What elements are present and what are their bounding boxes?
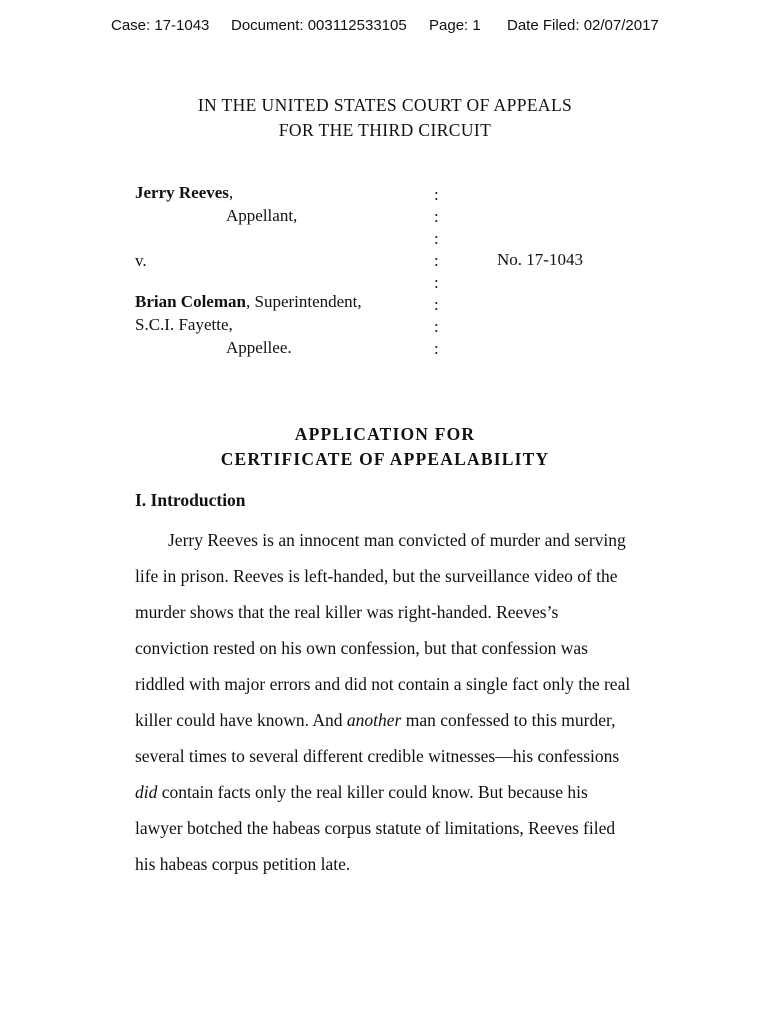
body-line: riddled with major errors and did not contain a single fact only the real — [135, 674, 631, 694]
body-line: his habeas corpus petition late. — [135, 854, 351, 874]
body-text-span: killer could have known. And — [135, 710, 347, 730]
caption-colon: : — [434, 229, 439, 248]
body-line: life in prison. Reeves is left-handed, but the surveillance video of the — [135, 566, 618, 586]
appellee-title: , Superintendent, — [245, 292, 362, 311]
body-line — [135, 782, 588, 803]
body-line: lawyer botched the habeas corpus statute of limitations, Reeves filed — [135, 818, 616, 838]
body-text-span: contain facts only the real killer could know. But because his — [157, 782, 588, 802]
emphasis-another: another — [346, 710, 402, 730]
header-document: Document: 003112533105 — [231, 17, 407, 34]
caption-colon: : — [434, 273, 439, 292]
case-number: No. 17-1043 — [497, 250, 583, 269]
appellee-name: Brian Coleman — [135, 292, 246, 311]
appellant-suffix: , — [228, 183, 234, 202]
header-date-filed: Date Filed: 02/07/2017 — [507, 17, 659, 34]
section-heading: I. Introduction — [135, 490, 246, 510]
caption-colon: : — [434, 295, 439, 314]
caption-colon: : — [434, 185, 439, 204]
caption-colon: : — [434, 207, 439, 226]
court-heading — [0, 93, 770, 143]
appellee-role: Appellee. — [226, 338, 292, 357]
court-line-2: FOR THE THIRD CIRCUIT — [278, 120, 492, 140]
title-line-1: APPLICATION FOR — [294, 424, 476, 444]
body-line: Jerry Reeves is an innocent man convicted of murder and serving — [168, 530, 626, 550]
caption-colon: : — [434, 339, 439, 358]
appellee-facility: S.C.I. Fayette, — [135, 315, 233, 334]
caption-colon: : — [434, 251, 439, 270]
body-line: several times to several different credible witnesses—his confessions — [135, 746, 620, 766]
title-line-2: CERTIFICATE OF APPEALABILITY — [220, 449, 550, 469]
court-line-1: IN THE UNITED STATES COURT OF APPEALS — [197, 95, 573, 115]
versus: v. — [135, 251, 147, 270]
emphasis-did: did — [135, 782, 158, 802]
appellant-name: Jerry Reeves — [135, 183, 229, 202]
appellee-line — [135, 292, 362, 312]
body-line: murder shows that the real killer was right-handed. Reeves’s — [135, 602, 559, 622]
header-case: Case: 17-1043 — [111, 17, 210, 34]
body-line — [135, 710, 615, 731]
header-page: Page: 1 — [429, 17, 481, 34]
body-text-span: man confessed to this murder, — [401, 710, 616, 730]
appellant-line — [135, 183, 233, 203]
document-title — [0, 422, 770, 472]
appellant-role: Appellant, — [226, 206, 298, 225]
body-line: conviction rested on his own confession, but that confession was — [135, 638, 588, 658]
caption-colon: : — [434, 317, 439, 336]
